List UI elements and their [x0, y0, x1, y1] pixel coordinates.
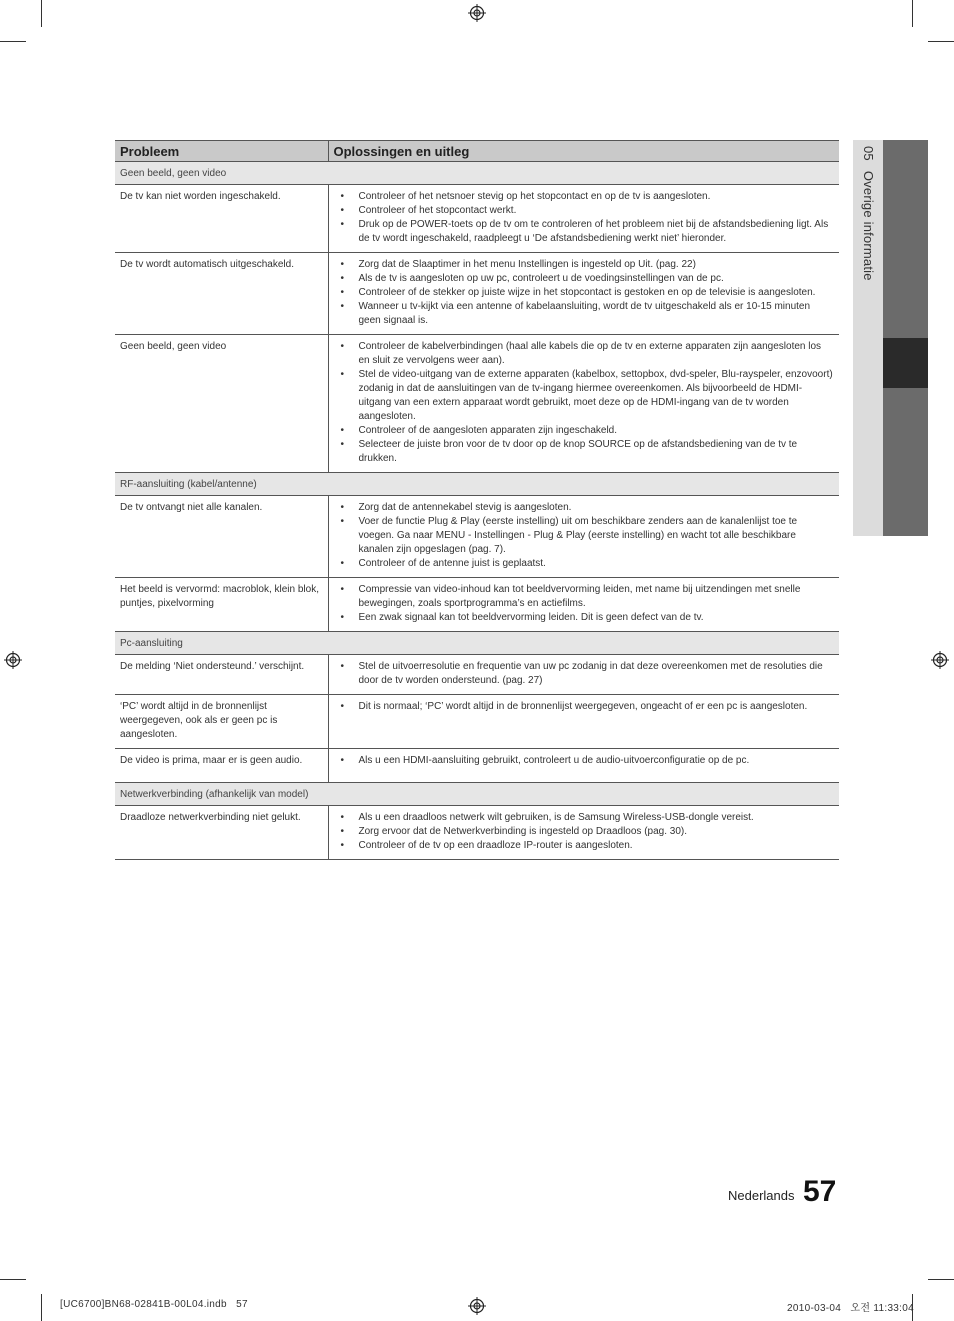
solution-cell [328, 335, 839, 473]
list-item: • Wanneer u tv-kijkt via een antenne of kabelaansluiting, wordt de tv uitgeschakeld als er 10-15 minuten geen signaal is. [334, 300, 834, 328]
problem-cell: Draadloze netwerkverbinding niet gelukt. [115, 806, 328, 860]
solution-list [334, 258, 834, 328]
table-row [115, 806, 839, 860]
chapter-tab-marker [883, 338, 928, 388]
problem-cell: De tv ontvangt niet alle kanalen. [115, 496, 328, 578]
list-item: • Controleer of het netsnoer stevig op het stopcontact en op de tv is aangesloten. [334, 190, 834, 204]
solution-cell [328, 695, 839, 749]
section-row [115, 473, 839, 496]
solution-list [334, 190, 834, 246]
list-item: • Controleer of de aangesloten apparaten zijn ingeschakeld. [334, 424, 834, 438]
section-row [115, 783, 839, 806]
list-item: • Controleer of de antenne juist is geplaatst. [334, 557, 834, 571]
problem-cell: Het beeld is vervormd: macroblok, klein blok, puntjes, pixelvorming [115, 578, 328, 632]
page-number: 57 [803, 1175, 837, 1208]
chapter-title: Overige informatie [861, 170, 876, 281]
problem-cell: Geen beeld, geen video [115, 335, 328, 473]
list-item: • Zorg ervoor dat de Netwerkverbinding is ingesteld op Draadloos (pag. 30). [334, 825, 834, 839]
list-item: • Controleer of het stopcontact werkt. [334, 204, 834, 218]
solution-cell [328, 578, 839, 632]
solution-cell [328, 655, 839, 695]
solution-list [334, 340, 834, 466]
table-row [115, 655, 839, 695]
print-slug-date: 2010-03-04 오전 11:33:04 [787, 1303, 914, 1314]
list-item: • Controleer of de tv op een draadloze IP-router is aangesloten. [334, 839, 834, 853]
section-title: Geen beeld, geen video [115, 162, 839, 185]
problem-cell: De melding ‘Niet ondersteund.’ verschijnt. [115, 655, 328, 695]
solution-list [334, 501, 834, 571]
list-item: • Als de tv is aangesloten op uw pc, controleert u de voedingsinstellingen van de pc. [334, 272, 834, 286]
chapter-number: 05 [861, 146, 876, 161]
crop-mark [912, 0, 913, 27]
column-header-problem: Probleem [115, 141, 328, 162]
crop-mark [41, 1294, 42, 1321]
section-row [115, 162, 839, 185]
registration-mark-icon [468, 1297, 486, 1315]
solution-list [334, 811, 834, 853]
section-title: RF-aansluiting (kabel/antenne) [115, 473, 839, 496]
table-row [115, 578, 839, 632]
list-item: • Als u een draadloos netwerk wilt gebruiken, is de Samsung Wireless-USB-dongle vereist. [334, 811, 834, 825]
list-item: • Voer de functie Plug & Play (eerste instelling) uit om beschikbare zenders aan de kanalenlijst toe te voegen. Ga naar MENU - Instellingen - Plug & Play (eerste instelling) en wacht tot alle beschikbare kanalen zijn opgeslagen (pag. 7). [334, 515, 834, 557]
troubleshooting-table [115, 140, 839, 860]
solution-list [334, 660, 834, 688]
table-row [115, 185, 839, 253]
solution-cell [328, 806, 839, 860]
problem-cell: ‘PC’ wordt altijd in de bronnenlijst weergegeven, ook als er geen pc is aangesloten. [115, 695, 328, 749]
solution-list [334, 583, 834, 625]
list-item: • Compressie van video-inhoud kan tot beeldvervorming leiden, met name bij uitzendingen met snelle bewegingen, zoals sportprogramma’s en actiefilms. [334, 583, 834, 611]
solution-list [334, 700, 834, 714]
crop-mark [928, 1279, 954, 1280]
list-item: • Stel de video-uitgang van de externe apparaten (kabelbox, settopbox, dvd-speler, Blu-rayspeler, enzovoort) zodanig in dat de aansluitingen van de tv-ingang hiermee overeenkomen. Als bijvoorbeeld de HDMI-uitgang van een extern apparaat wordt gebruikt, moet deze op de HDMI-ingang van de tv worden aangesloten. [334, 368, 834, 424]
section-title: Pc-aansluiting [115, 632, 839, 655]
problem-cell: De tv kan niet worden ingeschakeld. [115, 185, 328, 253]
table-row [115, 695, 839, 749]
footer-language: Nederlands [728, 1188, 795, 1203]
list-item: • Controleer de kabelverbindingen (haal alle kabels die op de tv en externe apparaten zijn aangesloten los en sluit ze vervolgens weer aan). [334, 340, 834, 368]
table-row [115, 749, 839, 783]
list-item: • Selecteer de juiste bron voor de tv door op de knop SOURCE op de afstandsbediening van de tv te drukken. [334, 438, 834, 466]
crop-mark [928, 41, 954, 42]
column-header-solution: Oplossingen en uitleg [328, 141, 839, 162]
table-row [115, 253, 839, 335]
table-header-row [115, 141, 839, 162]
solution-list [334, 754, 834, 768]
table-row [115, 335, 839, 473]
problem-cell: De video is prima, maar er is geen audio. [115, 749, 328, 783]
solution-cell [328, 253, 839, 335]
print-slug-file: [UC6700]BN68-02841B-00L04.indb 57 [60, 1299, 248, 1310]
registration-mark-icon [4, 651, 22, 669]
list-item: • Een zwak signaal kan tot beeldvervorming leiden. Dit is geen defect van de tv. [334, 611, 834, 625]
list-item: • Als u een HDMI-aansluiting gebruikt, controleert u de audio-uitvoerconfiguratie op de pc. [334, 754, 834, 768]
list-item: • Zorg dat de antennekabel stevig is aangesloten. [334, 501, 834, 515]
registration-mark-icon [468, 4, 486, 22]
registration-mark-icon [931, 651, 949, 669]
list-item: • Zorg dat de Slaaptimer in het menu Instellingen is ingesteld op Uit. (pag. 22) [334, 258, 834, 272]
problem-cell: De tv wordt automatisch uitgeschakeld. [115, 253, 328, 335]
chapter-tab-label [861, 146, 876, 281]
crop-mark [0, 41, 26, 42]
table-row [115, 496, 839, 578]
section-title: Netwerkverbinding (afhankelijk van model) [115, 783, 839, 806]
list-item: • Controleer of de stekker op juiste wijze in het stopcontact is gestoken en op de televisie is aangesloten. [334, 286, 834, 300]
solution-cell [328, 749, 839, 783]
list-item: • Druk op de POWER-toets op de tv om te controleren of het probleem niet bij de afstandsbediening ligt. Als de tv wordt ingeschakeld, raadpleegt u ‘De afstandsbediening werkt niet’ hieronder. [334, 218, 834, 246]
crop-mark [41, 0, 42, 27]
crop-mark [0, 1279, 26, 1280]
list-item: • Stel de uitvoerresolutie en frequentie van uw pc zodanig in dat deze overeenkomen met de resoluties die door de tv worden ondersteund. (pag. 27) [334, 660, 834, 688]
solution-cell [328, 496, 839, 578]
solution-cell [328, 185, 839, 253]
section-row [115, 632, 839, 655]
list-item: • Dit is normaal; ‘PC’ wordt altijd in de bronnenlijst weergegeven, ongeacht of er een pc is aangesloten. [334, 700, 834, 714]
